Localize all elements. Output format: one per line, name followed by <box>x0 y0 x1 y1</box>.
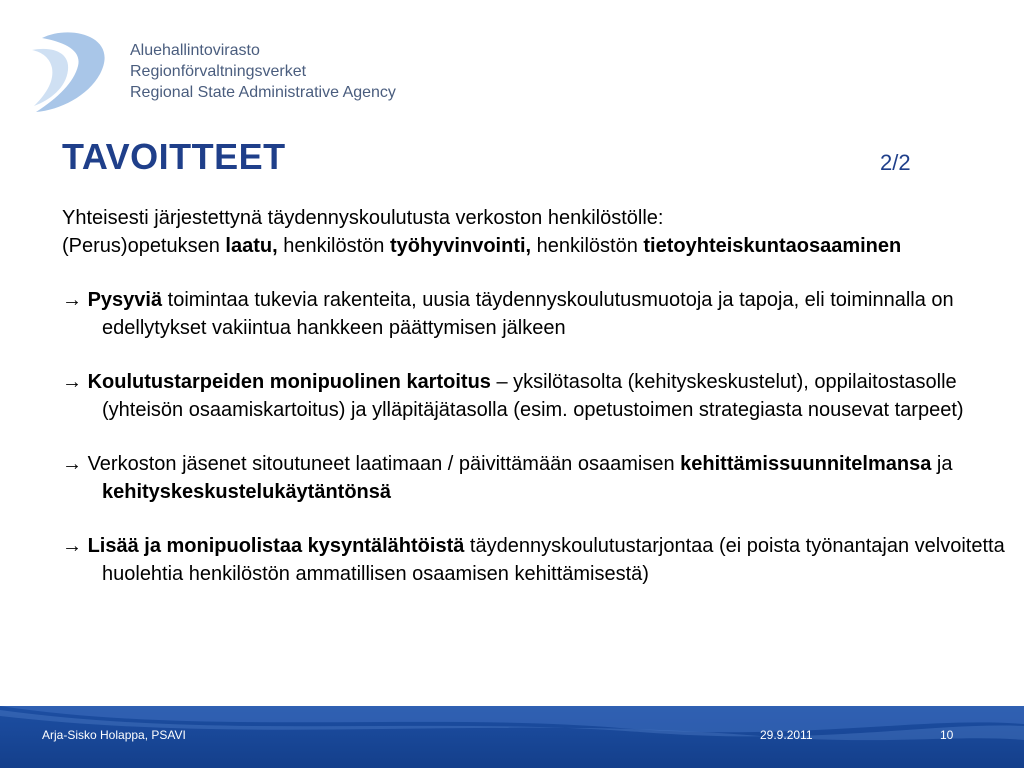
org-name-english: Regional State Administrative Agency <box>130 84 396 101</box>
intro-goals <box>62 233 1022 261</box>
bullet-item-4-bold: Lisää ja monipuolistaa kysyntälähtöistä <box>87 535 465 557</box>
arrow-icon: → <box>62 453 88 475</box>
intro-line <box>62 205 1022 233</box>
goal-information-society-skills: tietoyhteiskuntaosaaminen <box>643 234 902 257</box>
bullet-item-4-text: täydennyskoulutustarjontaa (ei poista työnantajan velvoitetta huolehtia henkilöstön ammatillisen osaamisen kehittämisestä) <box>102 535 1005 585</box>
bullet-item-1 <box>62 287 1022 342</box>
intro-goals-text: henkilöstön <box>531 234 644 257</box>
slide-title: TAVOITTEET <box>62 136 286 177</box>
bullet-item-3-bold: kehittämissuunnitelmansa <box>680 453 932 475</box>
intro-goals-text: (Perus)opetuksen <box>62 234 226 257</box>
bullet-item-4 <box>62 533 1022 588</box>
bullet-item-2-bold: Koulutustarpeiden monipuolinen kartoitus <box>87 371 491 393</box>
bullet-item-2-text: – yksilötasolta (kehityskeskustelut), oppilaitostasolle (yhteisön osaamiskartoitus) ja ylläpitäjätasolla (esim. opetustoimen strategiasta nousevat tarpeet) <box>102 371 964 421</box>
arrow-icon: → <box>62 371 88 393</box>
bullet-item-3 <box>62 451 1022 506</box>
footer-author: Arja-Sisko Holappa, PSAVI <box>42 728 186 742</box>
goal-wellbeing: työhyvinvointi, <box>389 234 532 257</box>
bullet-item-1-bold: Pysyviä <box>87 289 163 311</box>
bullet-item-1-text: toimintaa tukevia rakenteita, uusia täydennyskoulutusmuotoja ja tapoja, eli toiminnalla on edellytykset vakiintua hankkeen päättymisen jälkeen <box>102 289 954 339</box>
arrow-icon: → <box>62 535 88 557</box>
bullet-item-3-text: ja <box>931 453 953 475</box>
intro-goals-text: henkilöstön <box>277 234 390 257</box>
org-name-finnish: Aluehallintovirasto <box>130 42 260 59</box>
avi-logo-icon <box>30 30 130 114</box>
bullet-item-2 <box>62 369 1022 424</box>
footer-page-number: 10 <box>940 728 954 742</box>
footer-date: 29.9.2011 <box>760 728 813 742</box>
slide-body <box>62 205 1022 588</box>
organization-name <box>130 40 396 103</box>
arrow-icon: → <box>62 289 88 311</box>
org-name-swedish: Regionförvaltningsverket <box>130 63 307 80</box>
bullet-item-3-bold: kehityskeskustelukäytäntönsä <box>102 480 392 503</box>
slide-page-indicator: 2/2 <box>880 150 911 175</box>
bullet-item-3-text: Verkoston jäsenet sitoutuneet laatimaan / päivittämään osaamisen <box>87 453 681 475</box>
intro-text: Yhteisesti järjestettynä täydennyskoulutusta verkoston henkilöstölle: <box>62 207 664 229</box>
goal-quality: laatu, <box>225 234 278 257</box>
